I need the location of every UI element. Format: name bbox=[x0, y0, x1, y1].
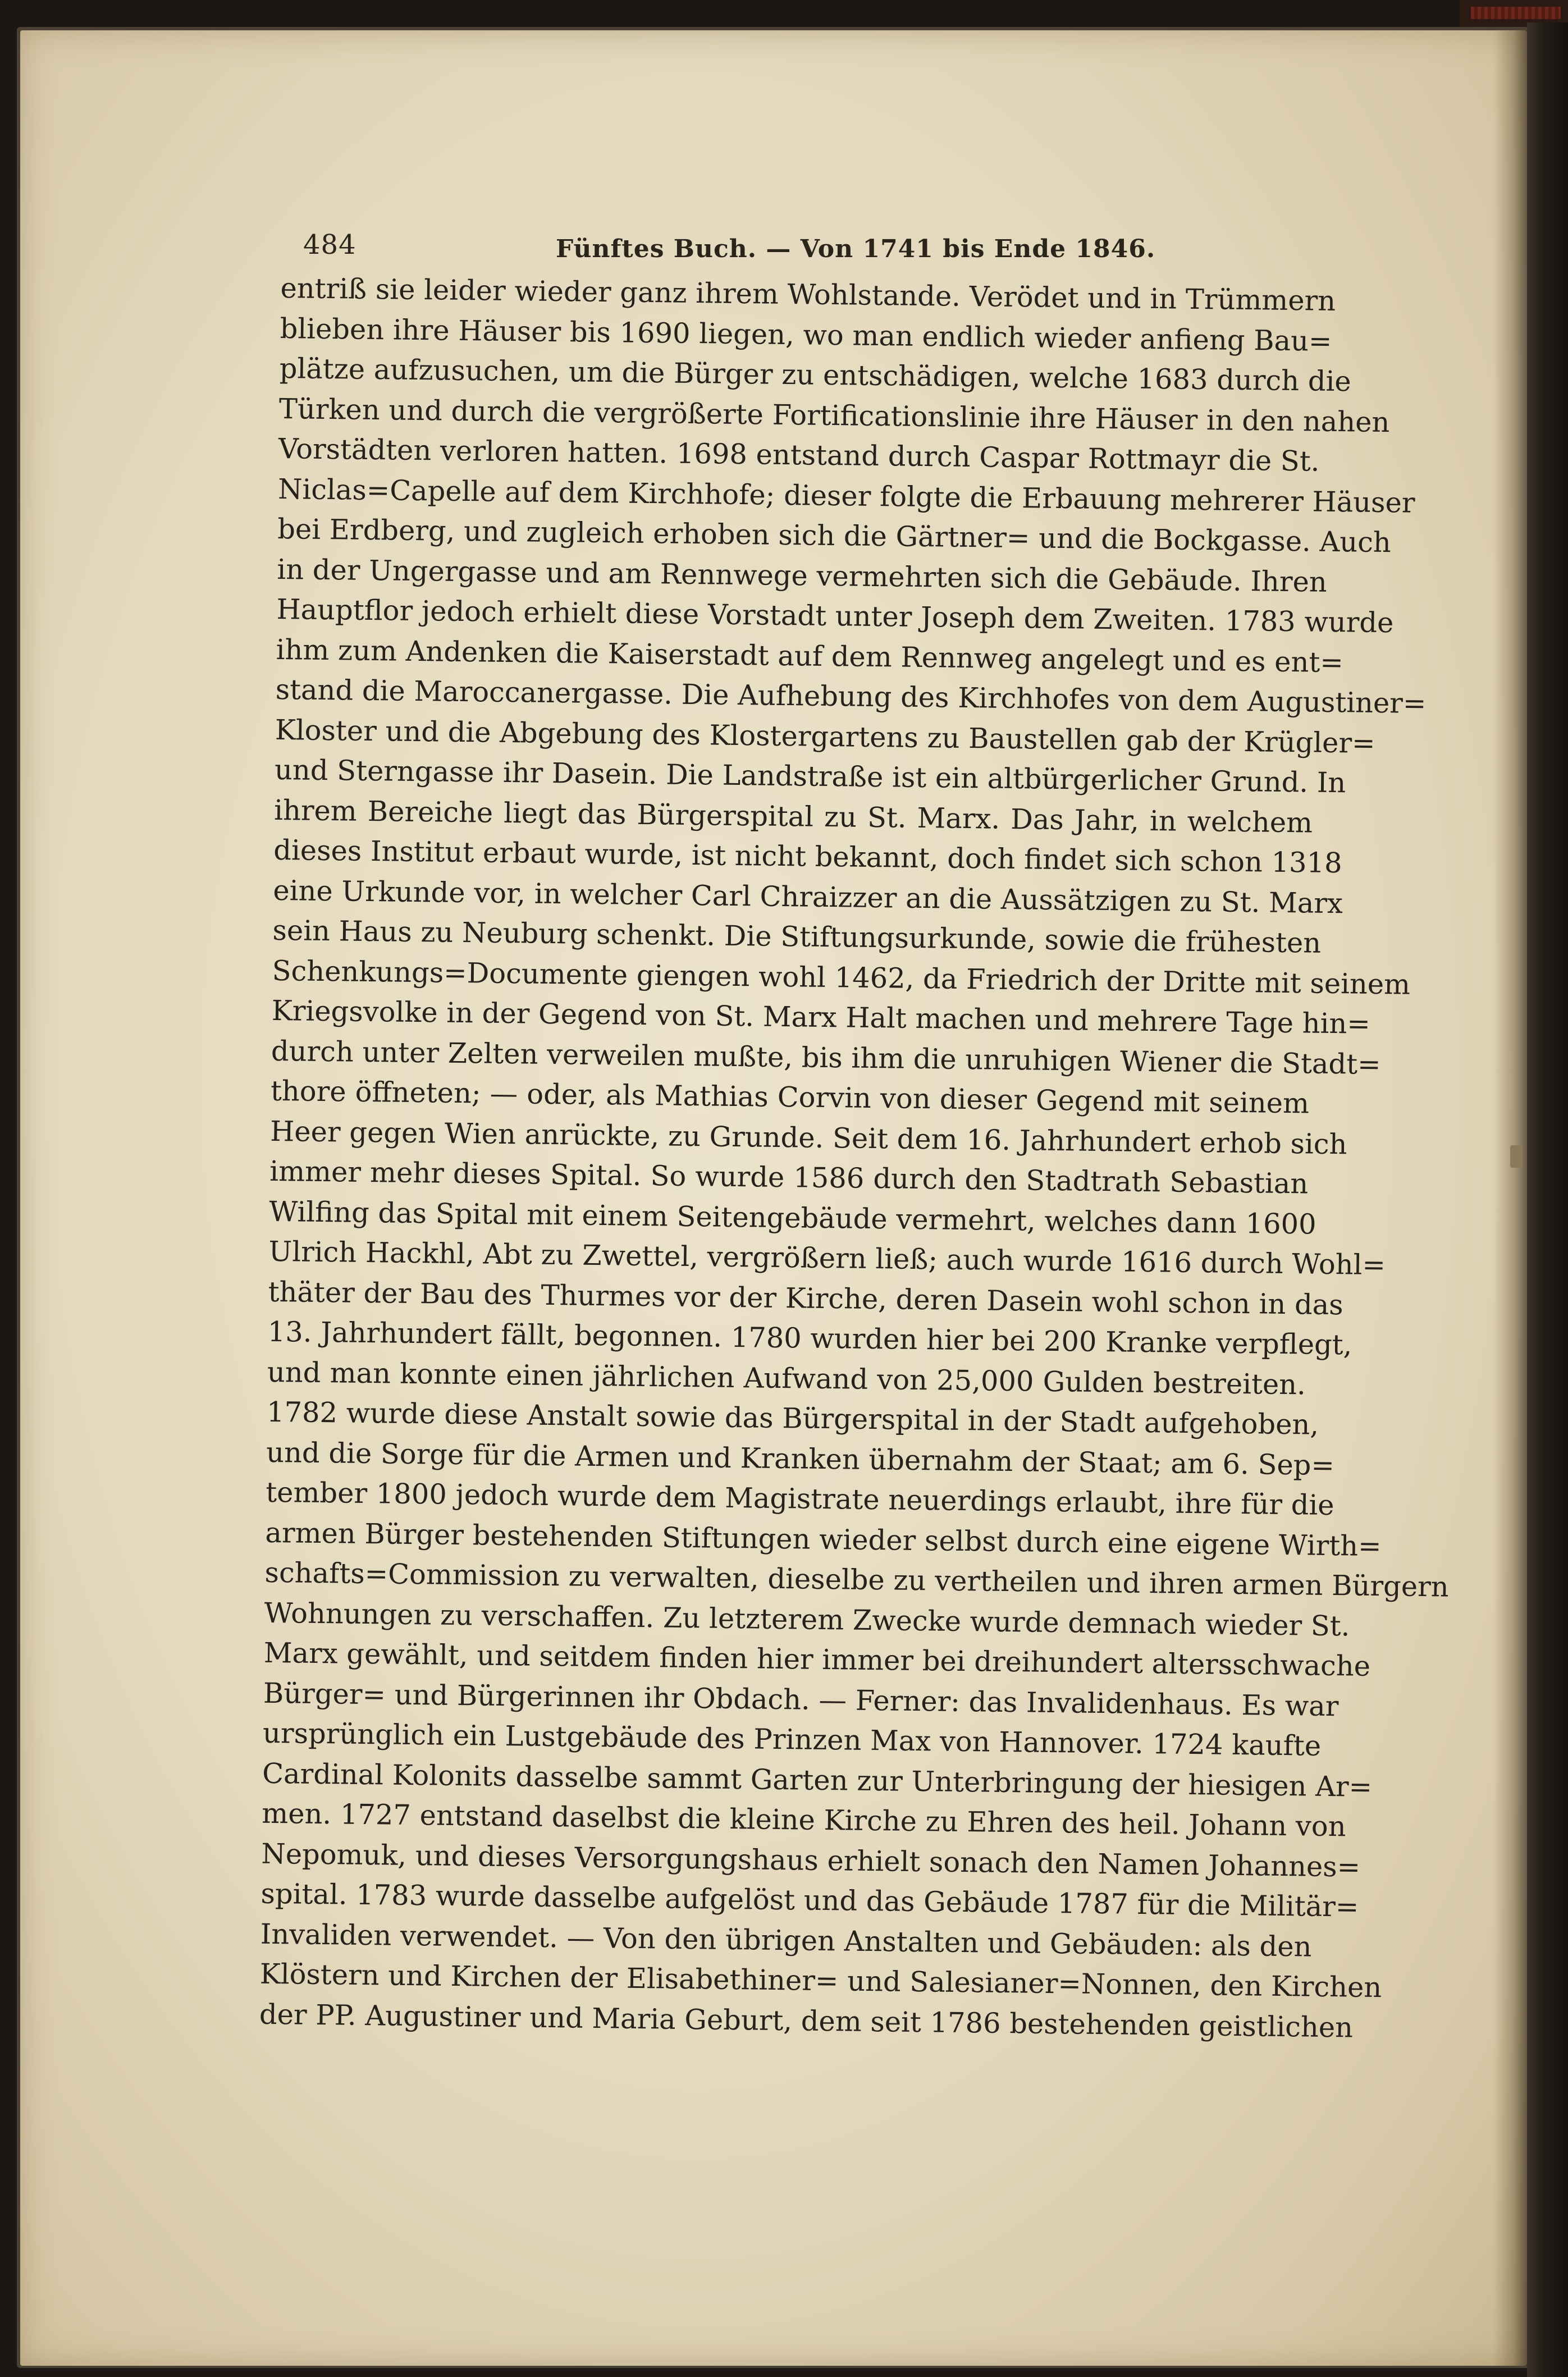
text-line: durch unter Zelten verweilen mußte, bis ihm die unruhigen Wiener die Stadt= bbox=[271, 1034, 1381, 1081]
text-line: thore öffneten; — oder, als Mathias Corvin von dieser Gegend mit seinem bbox=[270, 1074, 1310, 1120]
text-line: Türken und durch die vergrößerte Fortificationslinie ihre Häuser in den nahen bbox=[278, 392, 1390, 438]
text-line: Wohnungen zu verschaffen. Zu letzterem Zwecke wurde demnach wieder St. bbox=[264, 1596, 1350, 1642]
text-line: Ulrich Hackhl, Abt zu Zwettel, vergrößern ließ; auch wurde 1616 durch Wohl= bbox=[268, 1235, 1386, 1282]
text-line: men. 1727 entstand daselbst die kleine Kirche zu Ehren des heil. Johann von bbox=[262, 1797, 1346, 1843]
text-line: blieben ihre Häuser bis 1690 liegen, wo man endlich wieder anfieng Bau= bbox=[280, 312, 1332, 358]
text-line: dieses Institut erbaut wurde, ist nicht bekannt, doch findet sich schon 1318 bbox=[273, 833, 1342, 880]
text-line: stand die Maroccanergasse. Die Aufhebung des Kirchhofes von dem Augustiner= bbox=[275, 673, 1427, 720]
text-line: bei Erdberg, und zugleich erhoben sich die Gärtner= und die Bockgasse. Auch bbox=[277, 512, 1392, 559]
text-line: thäter der Bau des Thurmes vor der Kirche, deren Dasein wohl schon in das bbox=[268, 1275, 1343, 1321]
metal-clip bbox=[1510, 1145, 1523, 1168]
text-line: Kloster und die Abgebung des Klostergartens zu Baustellen gab der Krügler= bbox=[275, 713, 1375, 760]
text-line: Schenkungs=Documente giengen wohl 1462, da Friedrich der Dritte mit seinem bbox=[272, 954, 1411, 1001]
text-line: Bürger= und Bürgerinnen ihr Obdach. — Ferner: das Invalidenhaus. Es war bbox=[263, 1676, 1339, 1722]
text-line: Hauptflor jedoch erhielt diese Vorstadt unter Joseph dem Zweiten. 1783 wurde bbox=[276, 592, 1394, 639]
text-line: ursprünglich ein Lustgebäude des Prinzen Max von Hannover. 1724 kaufte bbox=[262, 1716, 1322, 1762]
text-line: sein Haus zu Neuburg schenkt. Die Stiftungsurkunde, sowie die frühesten bbox=[272, 913, 1322, 959]
text-line: spital. 1783 wurde dasselbe aufgelöst und das Gebäude 1787 für die Militär= bbox=[260, 1877, 1359, 1923]
text-line: schafts=Commission zu verwalten, dieselbe zu vertheilen und ihren armen Bürgern bbox=[264, 1556, 1449, 1603]
text-line: ihm zum Andenken die Kaiserstadt auf dem Rennweg angelegt und es ent= bbox=[276, 633, 1344, 679]
text-line: Marx gewählt, und seitdem finden hier immer bei dreihundert altersschwache bbox=[263, 1636, 1371, 1683]
text-line: plätze aufzusuchen, um die Bürger zu entschädigen, welche 1683 durch die bbox=[279, 351, 1352, 398]
text-line: Nepomuk, und dieses Versorgungshaus erhielt sonach den Namen Johannes= bbox=[261, 1837, 1361, 1884]
text-line: und die Sorge für die Armen und Kranken übernahm der Staat; am 6. Sep= bbox=[266, 1436, 1335, 1482]
text-line: Wilfing das Spital mit einem Seitengebäude vermehrt, welches dann 1600 bbox=[269, 1195, 1316, 1241]
page-gutter bbox=[1493, 30, 1527, 2366]
text-line: tember 1800 jedoch wurde dem Magistrate neuerdings erlaubt, ihre für die bbox=[266, 1475, 1334, 1522]
text-line: Heer gegen Wien anrückte, zu Grunde. Seit dem 16. Jahrhundert erhob sich bbox=[269, 1114, 1347, 1160]
text-line: entriß sie leider wieder ganz ihrem Wohlstande. Verödet und in Trümmern bbox=[280, 271, 1336, 317]
text-line: armen Bürger bestehenden Stiftungen wieder selbst durch eine eigene Wirth= bbox=[265, 1516, 1382, 1562]
text-line: Vorstädten verloren hatten. 1698 entstand durch Caspar Rottmayr die St. bbox=[278, 432, 1320, 478]
text-line: Klöstern und Kirchen der Elisabethiner= und Salesianer=Nonnen, den Kirchen bbox=[259, 1957, 1382, 2004]
body-text bbox=[259, 268, 1449, 2047]
text-line: der PP. Augustiner und Maria Geburt, dem seit 1786 bestehenden geistlichen bbox=[259, 1997, 1354, 2044]
running-head-title: Fünftes Buch. — Von 1741 bis Ende 1846. bbox=[556, 235, 1156, 263]
book-edge bbox=[1527, 22, 1568, 2377]
text-line: 1782 wurde diese Anstalt sowie das Bürgerspital in der Stadt aufgehoben, bbox=[266, 1395, 1319, 1441]
text-line: Niclas=Capelle auf dem Kirchhofe; dieser folgte die Erbauung mehrerer Häuser bbox=[277, 472, 1415, 519]
text-line: Cardinal Kolonits dasselbe sammt Garten zur Unterbringung der hiesigen Ar= bbox=[262, 1757, 1373, 1803]
text-line: immer mehr dieses Spital. So wurde 1586 durch den Stadtrath Sebastian bbox=[269, 1154, 1309, 1200]
text-line: ihrem Bereiche liegt das Bürgerspital zu St. Marx. Das Jahr, in welchem bbox=[273, 793, 1313, 839]
text-line: eine Urkunde vor, in welcher Carl Chraizzer an die Aussätzigen zu St. Marx bbox=[273, 874, 1343, 920]
text-line: Invaliden verwendet. — Von den übrigen Anstalten und Gebäuden: als den bbox=[260, 1917, 1312, 1963]
text-line: in der Ungergasse und am Rennwege vermehrten sich die Gebäude. Ihren bbox=[277, 552, 1328, 598]
running-head bbox=[303, 225, 1482, 269]
binding-strip bbox=[1471, 7, 1561, 19]
page-number: 484 bbox=[303, 229, 356, 260]
text-line: 13. Jahrhundert fällt, begonnen. 1780 wurden hier bei 200 Kranke verpflegt, bbox=[267, 1315, 1352, 1361]
text-line: und Sterngasse ihr Dasein. Die Landstraße ist ein altbürgerlicher Grund. In bbox=[274, 753, 1346, 799]
text-line: und man konnte einen jährlichen Aufwand von 25,000 Gulden bestreiten. bbox=[267, 1355, 1306, 1401]
text-line: Kriegsvolke in der Gegend von St. Marx Halt machen und mehrere Tage hin= bbox=[271, 994, 1371, 1040]
